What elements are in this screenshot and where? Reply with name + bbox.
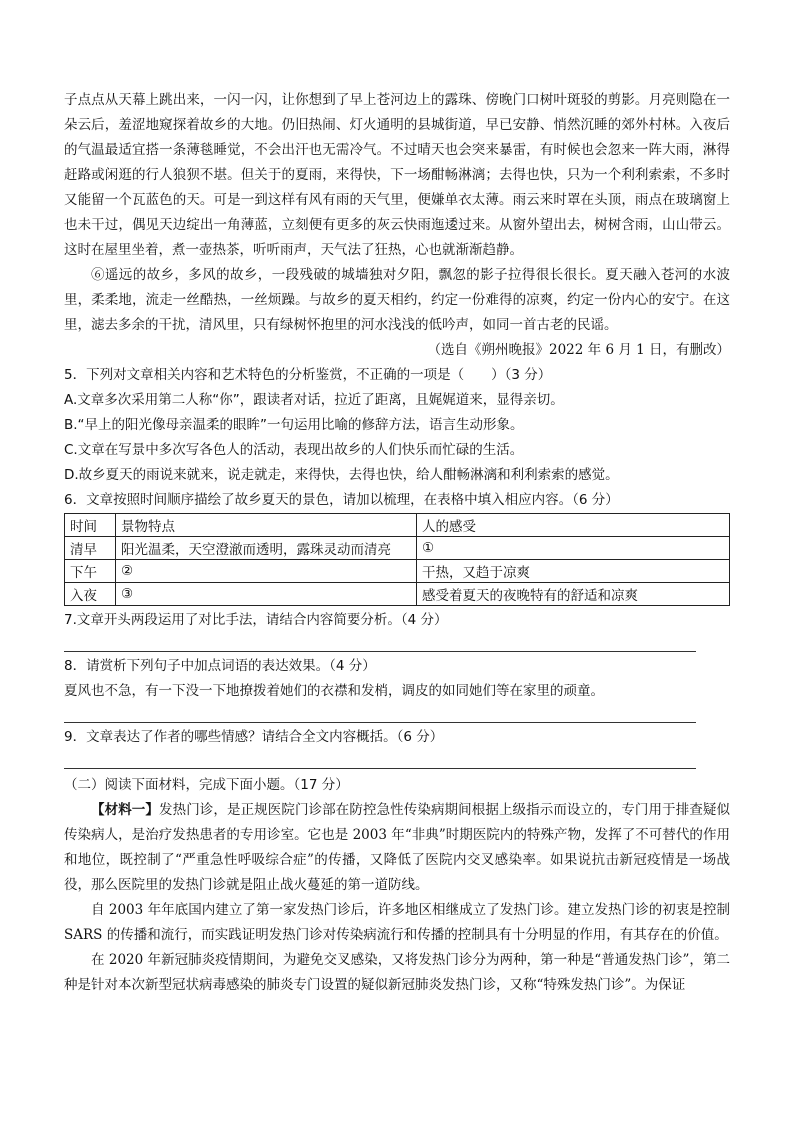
- question-5-option-c: C.文章在写景中多次写各色人的活动，表现出故乡的人们快乐而忙碌的生活。: [64, 442, 524, 458]
- table-row: [65, 560, 730, 583]
- table-cell: ①: [417, 537, 730, 560]
- table-header-row: [65, 514, 730, 537]
- question-9-stem: 9．文章表达了作者的哪些情感？请结合全文内容概括。（6 分）: [64, 729, 444, 745]
- question-6-stem: 6．文章按照时间顺序描绘了故乡夏天的景色，请加以梳理，在表格中填入相应内容。（6 分）: [64, 492, 619, 508]
- question-5-option-b: B.“早上的阳光像母亲温柔的眼眸”一句运用比喻的修辞方法，语言生动形象。: [64, 417, 524, 433]
- table-cell: 下午: [65, 560, 116, 583]
- material-1-text: 发热门诊，是正规医院门诊部在防控急性传染病期间根据上级指示而设立的，专门用于排查疑似传染病人，是治疗发热患者的专用诊室。它也是 2003 年“非典”时期医院内的特殊产物，发挥了不可替代的作用和地位，既控制了“严重急性呼吸综合症”的传播，又降低了医院内交叉感染率。如果说抗击新冠疫情是一场战役，那么医院里的发热门诊就是阻止战火蔓延的第一道防线。: [64, 802, 731, 893]
- essay-source: （选自《朔州晚报》2022 年 6 月 1 日，有删改）: [427, 342, 730, 358]
- question-5-option-d: D.故乡夏天的雨说来就来，说走就走，来得快，去得也快，给人酣畅淋漓和利利索索的感觉。: [64, 467, 619, 483]
- table-header-cell: 时间: [65, 514, 116, 537]
- table-cell: 感受着夏天的夜晚特有的舒适和凉爽: [417, 583, 730, 606]
- question-8-stem: 8．请赏析下列句子中加点词语的表达效果。（4 分）: [64, 658, 376, 674]
- essay-paragraph-continued: 子点点从天幕上跳出来，一闪一闪，让你想到了早上苍河边上的露珠、傍晚门口树叶斑驳的剪影。月亮则隐在一朵云后，羞涩地窥探着故乡的大地。仍旧热闹、灯火通明的县城街道，早已安静、悄然沉睡的郊外村林。入夜后的气温最适宜搭一条薄毯睡觉，不会出汗也无需冷气。不过晴天也会突来暴雷，有时候也会忽来一阵大雨，淋得赶路或闲逛的行人狼狈不堪。但关于的夏雨，来得快，下一场酣畅淋漓；去得也快，只为一个利利索索，不多时又能留一个瓦蓝色的天。可是一到这样有风有雨的天气里，便嫌单衣太薄。雨云来时罩在头顶，雨点在玻璃窗上也未干过，偶见天边绽出一角薄蓝，立刻便有更多的灰云快雨迤逶过来。从窗外望出去，树树含雨，山山带云。这时在屋里坐着，煮一壶热茶，听听雨声，天气法了狂热，心也就渐渐趋静。: [64, 92, 730, 258]
- scenery-table: [64, 513, 730, 606]
- table-header-cell: 人的感受: [417, 514, 730, 537]
- material-1-paragraph-2: 自 2003 年年底国内建立了第一家发热门诊后，许多地区相继成立了发热门诊。建立发热门诊的初衷是控制 SARS 的传播和流行，而实践证明发热门诊对传染病流行和传播的控制具有十分明显的作用，有其存在的价值。: [64, 902, 730, 943]
- table-cell: 阳光温柔，天空澄澈而透明，露珠灵动而清亮: [116, 537, 417, 560]
- table-cell: 干热，又趋于凉爽: [417, 560, 730, 583]
- material-1-paragraph-3: 在 2020 年新冠肺炎疫情期间，为避免交叉感染，又将发热门诊分为两种，第一种是“普通发热门诊”，第二种是针对本次新型冠状病毒感染的肺炎专门设置的疑似新冠肺炎发热门诊，又称“特殊发热门诊”。为保证: [64, 952, 730, 993]
- question-5-option-a: A.文章多次采用第二人称“你”，跟读者对话，拉近了距离，且娓娓道来，显得亲切。: [64, 392, 564, 408]
- table-row: [65, 583, 730, 606]
- answer-line[interactable]: [64, 633, 696, 652]
- material-1-label: 【材料一】: [91, 802, 159, 818]
- section-2-heading: （二）阅读下面材料，完成下面小题。（17 分）: [64, 777, 349, 793]
- table-cell: ③: [116, 583, 417, 606]
- answer-line[interactable]: [64, 750, 696, 769]
- table-cell: 清早: [65, 537, 116, 560]
- question-5-stem: 5．下列对文章相关内容和艺术特色的分析鉴赏，不正确的一项是（ ）（3 分）: [64, 367, 552, 383]
- table-cell: ②: [116, 560, 417, 583]
- document-page: [64, 0, 730, 998]
- table-header-cell: 景物特点: [116, 514, 417, 537]
- question-8-sentence: 夏风也不急，有一下没一下地撩拨着她们的衣襟和发梢，调皮的如同她们等在家里的顽童。: [64, 683, 604, 699]
- essay-paragraph-6: ⑥遥远的故乡，多风的故乡，一段残破的城墙独对夕阳，飘忽的影子拉得很长很长。夏天融入苍河的水波里，柔柔地，流走一丝酷热，一丝烦躁。与故乡的夏天相约，约定一份难得的凉爽，约定一份内心的安宁。在这里，滤去多余的干扰，清风里，只有绿树怀抱里的河水浅浅的低吟声，如同一首古老的民谣。: [64, 267, 730, 333]
- material-1-paragraph-1: [64, 798, 730, 898]
- answer-line[interactable]: [64, 704, 696, 723]
- question-7-stem: 7.文章开头两段运用了对比手法，请结合内容简要分析。（4 分）: [64, 612, 448, 628]
- table-row: [65, 537, 730, 560]
- table-cell: 入夜: [65, 583, 116, 606]
